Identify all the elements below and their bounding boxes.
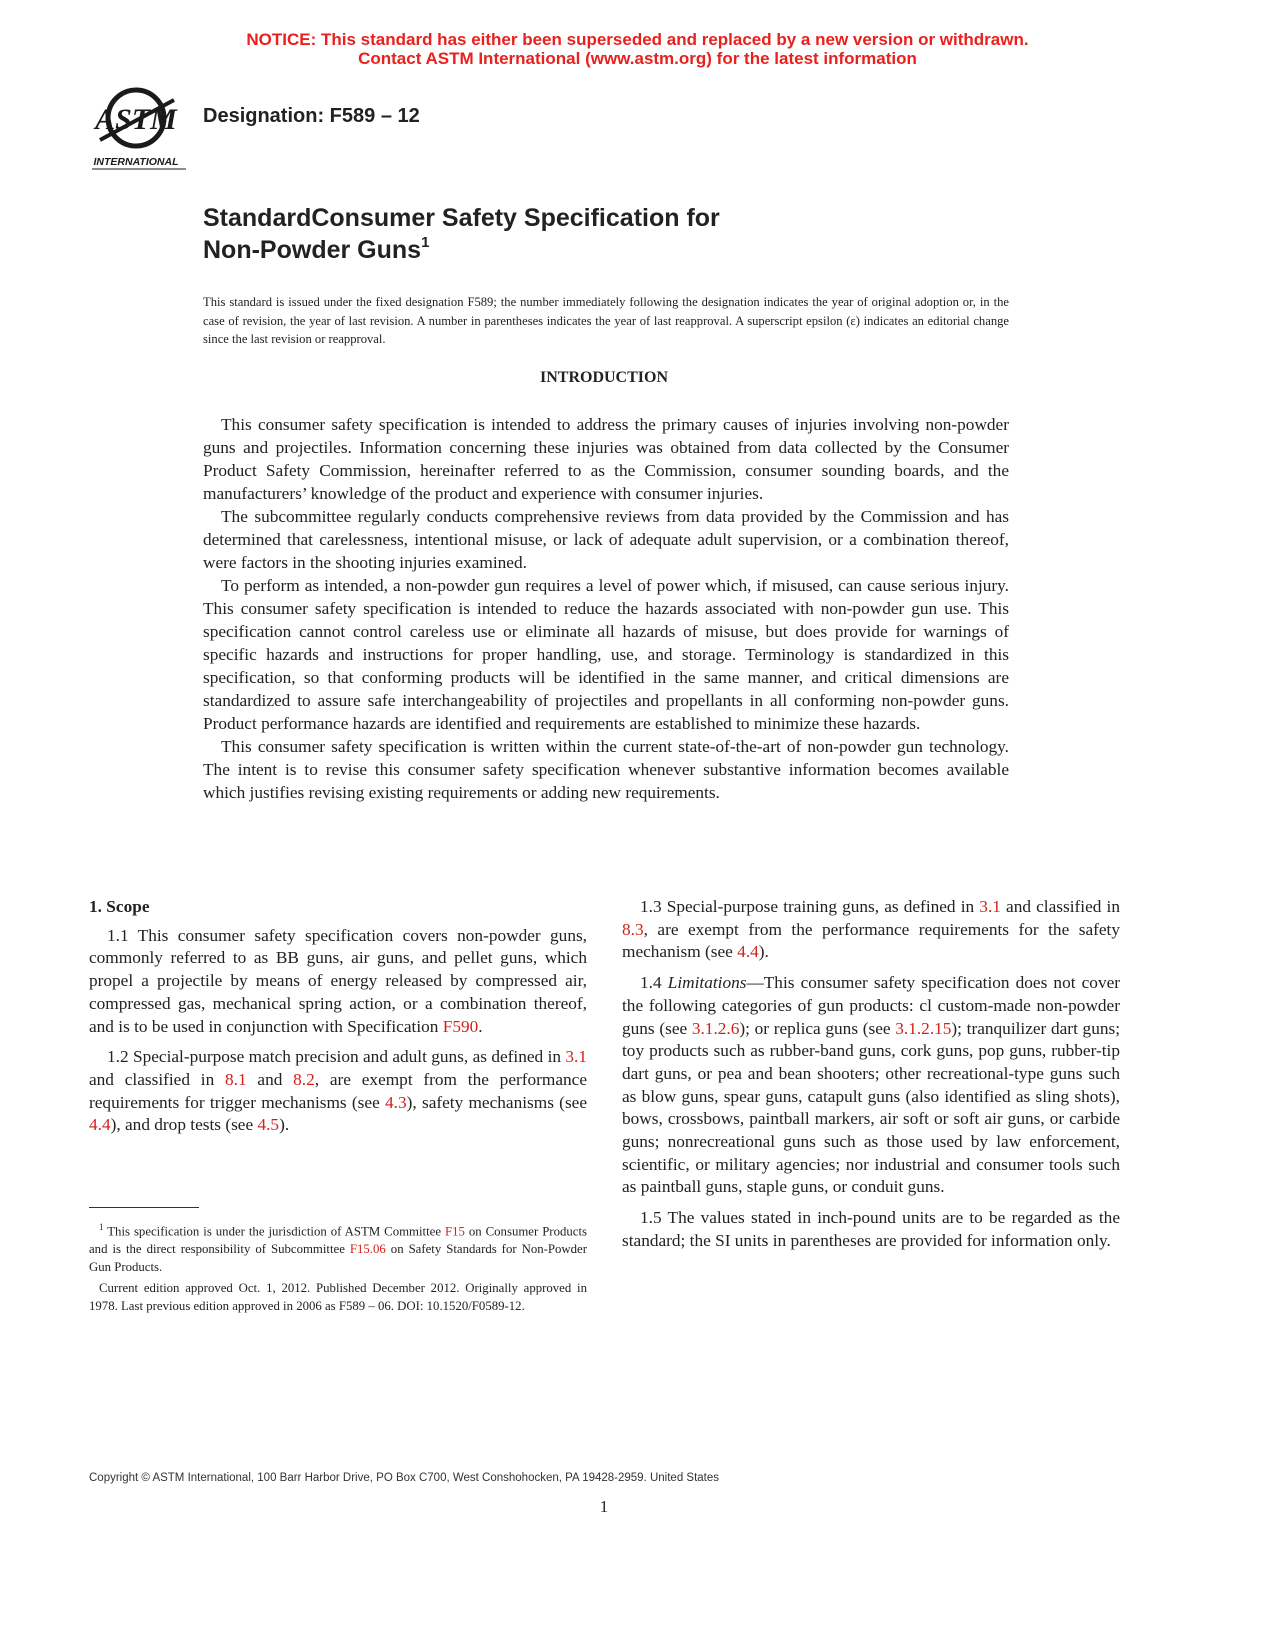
ref-link[interactable]: F15: [444, 1224, 465, 1239]
clause-1-1: 1.1 This consumer safety specification covers non-powder guns, commonly referred to as BB guns, air guns, and pellet guns, which propel a projectile by means of energy released by compressed air, compressed gas, mechanical spring action, or a combination thereof, and is to be used in conjunction with Specification F590.: [89, 925, 587, 1036]
designation: Designation: F589 – 12: [203, 105, 420, 127]
ref-link[interactable]: 3.1.2.15: [895, 1018, 952, 1038]
preamble: This standard is issued under the fixed designation F589; the number immediately following the designation indicates the year of original adoption or, in the case of revision, the year of last revision. A number in parentheses indicates the year of last reapproval. A superscript epsilon (ε) indicates an editorial change since the last revision or reapproval.: [203, 295, 1009, 346]
footnote-edition: Current edition approved Oct. 1, 2012. Published December 2012. Originally approved in 1978. Last previous edition approved in 2006 as F589 – 06. DOI: 10.1520/F0589-12.: [89, 1281, 587, 1314]
right-column: [622, 896, 1120, 1261]
introduction: [203, 413, 1009, 804]
clause-1-3: 1.3 Special-purpose training guns, as defined in 3.1 and classified in 8.3, are exempt from the performance requirements for the safety mechanism (see 4.4).: [622, 897, 1120, 962]
ref-link[interactable]: 3.1: [979, 897, 1001, 916]
ref-link[interactable]: 8.1: [225, 1069, 247, 1089]
svg-text:INTERNATIONAL: INTERNATIONAL: [93, 156, 179, 168]
notice-line-2: Contact ASTM International (www.astm.org) for the latest information: [358, 49, 917, 68]
ref-link[interactable]: 3.1: [565, 1047, 587, 1067]
title-line-1: StandardConsumer Safety Specification for: [203, 204, 720, 232]
footnote-1: $^1$ This specification is under the jurisdiction of ASTM Committee F15 on Consumer Products and is the direct responsibility of Subcommittee F15.06 on Safety Standards for Non-Powder Gun Products.: [89, 1222, 587, 1275]
notice-line-1: NOTICE: This standard has either been superseded and replaced by a new version or withdrawn.: [246, 30, 1029, 49]
left-column: [89, 896, 587, 1145]
astm-logo: [88, 82, 192, 172]
ref-link[interactable]: 8.3: [622, 919, 644, 939]
clause-1-2: 1.2 Special-purpose match precision and adult guns, as defined in 3.1 and classified in 8.1 and 8.2, are exempt from the performance requirements for trigger mechanisms (see 4.3), safety mechanisms (see 4.4), and drop tests (see 4.5).: [89, 1047, 588, 1135]
ref-link[interactable]: 4.4: [89, 1115, 111, 1135]
intro-paragraph: The subcommittee regularly conducts comprehensive reviews from data provided by the Commission and has determined that carelessness, intentional misuse, or lack of adequate adult supervision, or a combination thereof, were factors in the shooting injuries examined.: [203, 507, 1009, 572]
copyright: Copyright © ASTM International, 100 Barr Harbor Drive, PO Box C700, West Conshohocken, PA 19428-2959. United States: [89, 1472, 720, 1484]
ref-link[interactable]: 3.1.2.6: [691, 1018, 740, 1038]
title-footnote-mark: 1: [421, 234, 430, 251]
section-heading-scope: 1. Scope: [89, 897, 150, 916]
ref-link[interactable]: 4.3: [385, 1092, 407, 1112]
footnote-divider: [89, 1207, 199, 1208]
intro-paragraph: This consumer safety specification is intended to address the primary causes of injuries involving non-powder guns and projectiles. Information concerning these injuries was obtained from data collected by the Consumer Product Safety Commission, hereinafter referred to as the Commission, consumer sounding boards, and the manufacturers’ knowledge of the product and experience with consumer injuries.: [203, 415, 1009, 503]
page-number: 1: [599, 1497, 609, 1516]
title-line-2: Non-Powder Guns$^1$: [203, 234, 430, 264]
svg-text:ASTM: ASTM: [95, 103, 177, 136]
ref-link[interactable]: F15.06: [349, 1242, 386, 1257]
footnote: [89, 1218, 587, 1318]
withdrawal-notice: [0, 30, 1275, 68]
clause-1-5: 1.5 The values stated in inch-pound units are to be regarded as the standard; the SI units in parentheses are provided for information only.: [622, 1208, 1120, 1250]
clause-1-4: 1.4 Limitations—This consumer safety specification does not cover the following categories of gun products: cl custom-made non-powder guns (see 3.1.2.6); or replica guns (see 3.1.2.15); tranquilizer dart guns; toy products such as rubber-band guns, cork guns, pop guns, rubber-tip dart guns, or pea and bean shooters; other recreational-type guns such as blow guns, spear guns, catapult guns (also identified as sling shots), bows, crossbows, paintball markers, air soft or soft air guns, or carbide guns; nonrecreational guns such as those used by law enforcement, scientific, or military agencies; nor industrial and consumer tools such as paintball guns, staple guns, or conduit guns.: [622, 973, 1121, 1197]
ref-link[interactable]: 4.4: [737, 942, 759, 962]
ref-link[interactable]: F590: [442, 1016, 479, 1036]
document-title: [203, 202, 720, 266]
intro-paragraph: To perform as intended, a non-powder gun requires a level of power which, if misused, can cause serious injury. This consumer safety specification is intended to reduce the hazards associated with non-powder gun use. This specification cannot control careless use or eliminate all hazards of misuse, but does provide for warnings of specific hazards and instructions for proper handling, use, and storage. Terminology is standardized in this specification, so that conforming products will be identified in the same manner, and critical dimensions are standardized to assure safe interchangeability of projectiles and propellants in all conforming non-powder guns. Product performance hazards are identified and requirements are established to minimize these hazards.: [203, 576, 1009, 733]
ref-link[interactable]: 8.2: [293, 1069, 315, 1089]
intro-paragraph: This consumer safety specification is written within the current state-of-the-art of non-powder gun technology. The intent is to revise this consumer safety specification whenever substantive information becomes available which justifies revising existing requirements or adding new requirements.: [203, 737, 1009, 802]
introduction-heading: INTRODUCTION: [539, 369, 668, 386]
ref-link[interactable]: 4.5: [257, 1115, 280, 1135]
